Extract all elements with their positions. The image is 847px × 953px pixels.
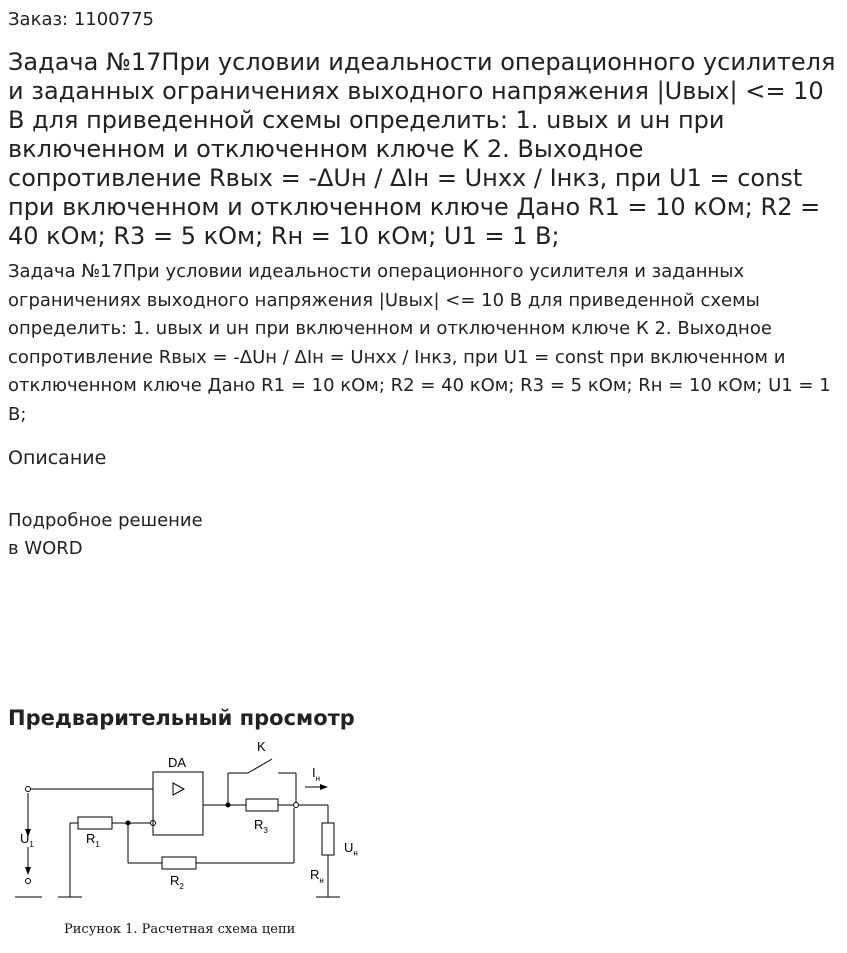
current-arrow-icon [320, 784, 328, 790]
input-terminal-top [26, 787, 31, 792]
opamp-label: DA [168, 755, 187, 770]
un-label-main: U [344, 840, 354, 855]
r2-label: $R_2$ [170, 873, 184, 891]
rn-label: $R_н$ [310, 867, 324, 885]
detail-line-1: Подробное решение [8, 510, 203, 531]
description-heading: Описание [8, 447, 107, 469]
r3-label: $R_3$ [254, 817, 268, 835]
switch-k [248, 759, 272, 773]
task-text: Задача №17При условии идеальности операционного усилителя и заданных ограничениях выходного напряжения |Uвых| <= 10 В для приведенной схемы определить: 1. uвых и uн при включенном и отключенном ключе К 2. Выходное сопротивление Rвых = -ΔUн / ΔIн = Uнхх / Iнкз, при U1 = const при включенном и отключенном ключе Дано R1 = 10 кОм; R2 = 40 кОм; R3 = 5 кОм; Rн = 10 кОм; U1 = 1 В; [8, 261, 831, 425]
u1-label: $U_1$ [20, 831, 34, 849]
opamp-da [153, 772, 203, 835]
un-label-sub: н [353, 848, 358, 858]
switch-label: K [257, 739, 266, 754]
circuit-schematic [10, 735, 350, 915]
r1-label: $R_1$ [86, 831, 100, 849]
detail-line-2: в WORD [8, 538, 83, 559]
opamp-triangle-icon [173, 783, 184, 795]
figure-caption: Рисунок 1. Расчетная схема цепи [64, 922, 296, 937]
output-node [294, 803, 299, 808]
page-title: Задача №17При условии идеальности операционного усилителя и заданных ограничениях выходного напряжения |Uвых| <= 10 В для приведенной схемы определить: 1. uвых и uн при включенном и отключенном ключе К 2. Выходное сопротивление Rвых = -ΔUн / ΔIн = Uнхх / Iнкз, при U1 = const при включенном и отключенном ключе Дано R1 = 10 кОм; R2 = 40 кОм; R3 = 5 кОм; Rн = 10 кОм; U1 = 1 В; [8, 48, 836, 250]
input-terminal-bottom [26, 879, 31, 884]
resistor-rn [322, 823, 334, 855]
in-label: $I_н$ [312, 765, 321, 783]
order-number: Заказ: 1100775 [8, 9, 154, 30]
preview-heading: Предварительный просмотр [8, 706, 355, 730]
resistor-r3 [246, 799, 278, 811]
detail-note [8, 507, 203, 563]
un-label [344, 840, 358, 858]
resistor-r1 [78, 817, 112, 829]
resistor-r2 [162, 857, 196, 869]
